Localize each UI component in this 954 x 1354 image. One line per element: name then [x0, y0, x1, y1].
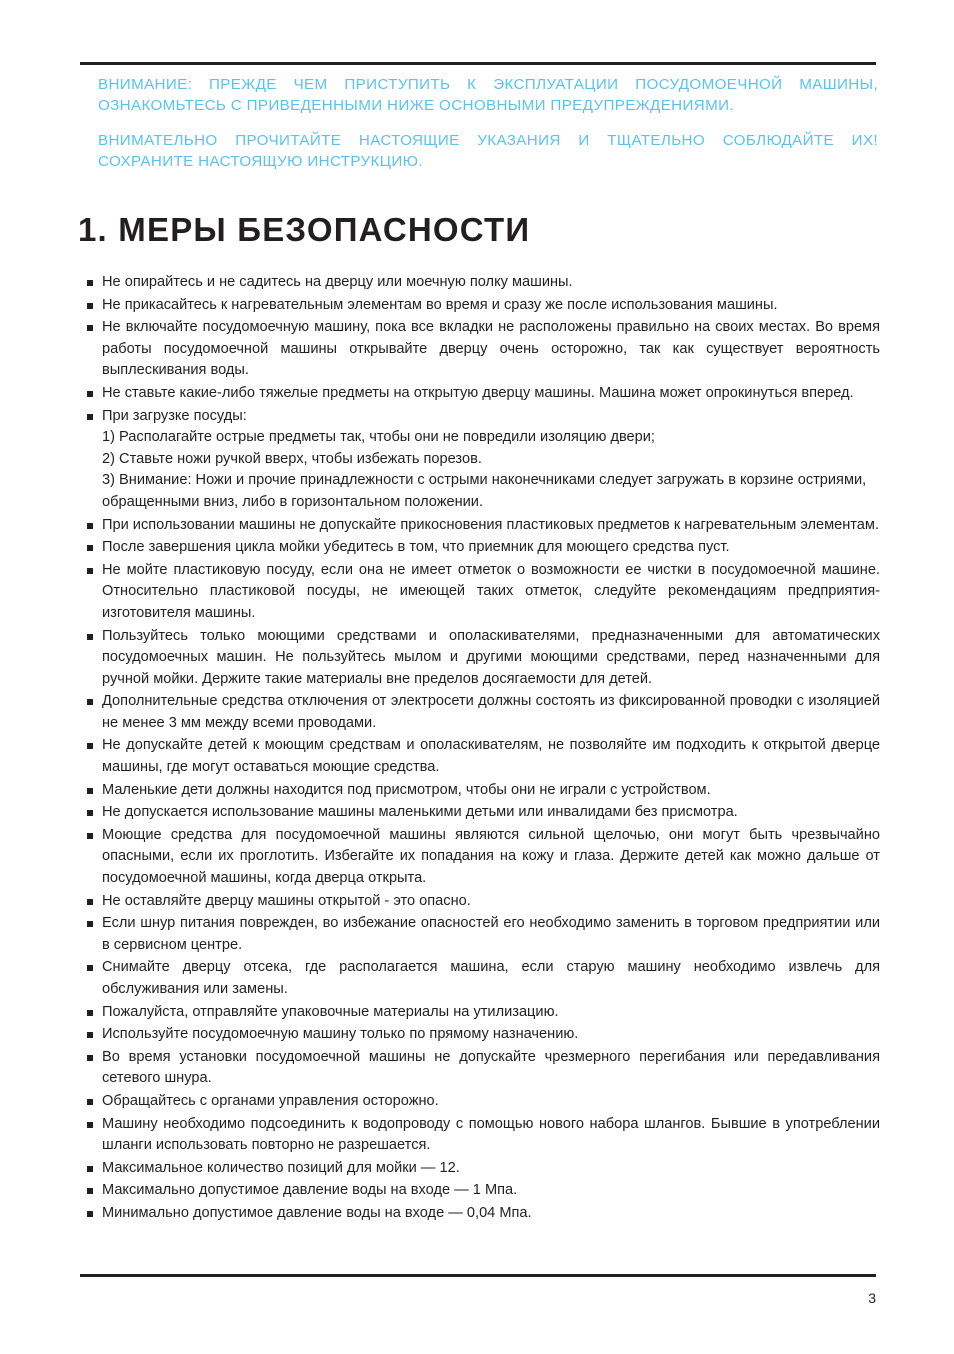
- safety-list-item: [80, 1091, 880, 1113]
- safety-list-item: [80, 802, 880, 824]
- square-bullet-icon: [87, 1099, 93, 1105]
- safety-list-item: [80, 406, 880, 514]
- safety-item-text: Минимально допустимое давление воды на входе — 0,04 Мпа.: [102, 1204, 532, 1221]
- square-bullet-icon: [87, 568, 93, 574]
- square-bullet-icon: [87, 1010, 93, 1016]
- safety-list-item: [80, 891, 880, 913]
- safety-list-item: [80, 1002, 880, 1024]
- safety-instructions-list: [80, 272, 880, 1226]
- safety-list-item: [80, 735, 880, 778]
- warning-notice-block: [98, 74, 878, 172]
- safety-item-subline: 3) Внимание: Ножи и прочие принадлежности с острыми наконечниками следует загружать в корзине остриями, обращенными вниз, либо в горизонтальном положении.: [102, 472, 867, 510]
- square-bullet-icon: [87, 414, 93, 420]
- safety-item-text: Пользуйтесь только моющими средствами и ополаскивателями, предназначенными для автоматических посудомоечных машин. Не пользуйтесь мылом и другими моющими средствами, перед назначенными для ручной мойки. Держите такие материалы вне пределов досягаемости для детей.: [102, 627, 880, 687]
- square-bullet-icon: [87, 833, 93, 839]
- safety-item-text: При загрузке посуды:: [102, 407, 247, 424]
- safety-list-item: [80, 383, 880, 405]
- safety-item-text: Снимайте дверцу отсека, где располагается машина, если старую машину необходимо извлечь для обслуживания или замены.: [102, 959, 880, 997]
- square-bullet-icon: [87, 391, 93, 397]
- safety-item-text: Не допускается использование машины маленькими детьми или инвалидами без присмотра.: [102, 804, 738, 821]
- safety-item-text: После завершения цикла мойки убедитесь в том, что приемник для моющего средства пуст.: [102, 539, 730, 556]
- square-bullet-icon: [87, 545, 93, 551]
- safety-item-text: Если шнур питания поврежден, во избежание опасностей его необходимо заменить в торговом предприятии или в сервисном центре.: [102, 915, 880, 953]
- safety-item-text: При использовании машины не допускайте прикосновения пластиковых предметов к нагревательным элементам.: [102, 516, 880, 533]
- safety-item-text: Обращайтесь с органами управления осторожно.: [102, 1092, 439, 1109]
- safety-list-item: [80, 691, 880, 734]
- square-bullet-icon: [87, 1122, 93, 1128]
- safety-item-text: Используйте посудомоечную машину только по прямому назначению.: [102, 1026, 579, 1043]
- safety-item-text: Моющие средства для посудомоечной машины являются сильной щелочью, они могут быть чрезвычайно опасными, если их проглотить. Избегайте их попадания на кожу и глаза. Держите детей как можно дальше от посудомоечной машины, когда дверца открыта.: [102, 826, 880, 887]
- square-bullet-icon: [87, 921, 93, 927]
- safety-item-text: Не мойте пластиковую посуду, если она не имеет отметок о возможности ее чистки в посудомоечной машине. Относительно пластиковой посуды, не имеющей таких отметок, следуйте рекомендациям предприятия-изготовителя машины.: [102, 561, 880, 621]
- safety-item-text: Максимально допустимое давление воды на входе — 1 Мпа.: [102, 1182, 518, 1199]
- safety-list-item: [80, 560, 880, 625]
- square-bullet-icon: [87, 965, 93, 971]
- page-title: 1. МЕРЫ БЕЗОПАСНОСТИ: [78, 211, 531, 248]
- safety-item-text: Во время установки посудомоечной машины не допускайте чрезмерного перегибания или передавливания сетевого шнура.: [102, 1048, 880, 1087]
- safety-list-item: [80, 825, 880, 890]
- safety-list-item: [80, 515, 880, 537]
- safety-item-subline: 2) Ставьте ножи ручкой вверх, чтобы избежать порезов.: [102, 450, 482, 467]
- safety-item-text: Не прикасайтесь к нагревательным элементам во время и сразу же после использования машины.: [102, 296, 778, 313]
- safety-list-item: [80, 780, 880, 802]
- square-bullet-icon: [87, 1055, 93, 1061]
- safety-list-item: [80, 1114, 880, 1157]
- square-bullet-icon: [87, 634, 93, 640]
- safety-item-text: Не допускайте детей к моющим средствам и ополаскивателям, не позволяйте им подходить к открытой дверце машины, где могут оставаться моющие средства.: [102, 737, 880, 776]
- safety-item-text: Максимальное количество позиций для мойки — 12.: [102, 1159, 460, 1176]
- safety-list-item: [80, 1047, 880, 1090]
- safety-item-text: Пожалуйста, отправляйте упаковочные материалы на утилизацию.: [102, 1003, 559, 1020]
- warning-paragraph-1: ВНИМАНИЕ: ПРЕЖДЕ ЧЕМ ПРИСТУПИТЬ К ЭКСПЛУАТАЦИИ ПОСУДОМОЕЧНОЙ МАШИНЫ, ОЗНАКОМЬТЕСЬ С ПРИВЕДЕННЫМИ НИЖЕ ОСНОВНЫМИ ПРЕДУПРЕЖДЕНИЯМИ.: [98, 76, 878, 114]
- safety-item-text: Не включайте посудомоечную машину, пока все вкладки не расположены правильно на своих местах. Во время работы посудомоечной машины открывайте дверцу очень осторожно, так как существует вероятность выплескивания воды.: [102, 319, 880, 379]
- square-bullet-icon: [87, 699, 93, 705]
- warning-paragraph-2: ВНИМАТЕЛЬНО ПРОЧИТАЙТЕ НАСТОЯЩИЕ УКАЗАНИЯ И ТЩАТЕЛЬНО СОБЛЮДАЙТЕ ИХ! СОХРАНИТЕ НАСТОЯЩУЮ ИНСТРУКЦИЮ.: [98, 132, 878, 170]
- square-bullet-icon: [87, 280, 93, 286]
- square-bullet-icon: [87, 1188, 93, 1194]
- safety-item-text: Не опирайтесь и не садитесь на дверцу или моечную полку машины.: [102, 274, 573, 290]
- square-bullet-icon: [87, 899, 93, 905]
- safety-item-text: Маленькие дети должны находится под присмотром, чтобы они не играли с устройством.: [102, 781, 711, 798]
- safety-list-item: [80, 626, 880, 691]
- safety-list-item: [80, 272, 880, 294]
- page-number: 3: [868, 1290, 876, 1306]
- square-bullet-icon: [87, 325, 93, 331]
- square-bullet-icon: [87, 1211, 93, 1217]
- safety-item-subline: 1) Располагайте острые предметы так, чтобы они не повредили изоляцию двери;: [102, 429, 655, 446]
- safety-list-item: [80, 295, 880, 317]
- header-divider: [80, 62, 876, 65]
- footer-divider: [80, 1274, 876, 1277]
- safety-item-text: Не ставьте какие-либо тяжелые предметы на открытую дверцу машины. Машина может опрокинуться вперед.: [102, 384, 854, 401]
- safety-item-text: Не оставляйте дверцу машины открытой - это опасно.: [102, 892, 471, 909]
- safety-list-item: [80, 537, 880, 559]
- square-bullet-icon: [87, 810, 93, 816]
- safety-item-text: Машину необходимо подсоединить к водопроводу с помощью нового набора шлангов. Бывшие в употреблении шланги использовать повторно не разрешается.: [102, 1115, 880, 1154]
- safety-list-item: [80, 317, 880, 382]
- safety-item-text: Дополнительные средства отключения от электросети должны состоять из фиксированной проводки с изоляцией не менее 3 мм между всеми проводами.: [102, 693, 880, 731]
- square-bullet-icon: [87, 743, 93, 749]
- safety-list-item: [80, 913, 880, 956]
- safety-list-item: [80, 1180, 880, 1202]
- square-bullet-icon: [87, 1032, 93, 1038]
- safety-list-item: [80, 1024, 880, 1046]
- safety-list-item: [80, 957, 880, 1000]
- square-bullet-icon: [87, 788, 93, 794]
- square-bullet-icon: [87, 523, 93, 529]
- square-bullet-icon: [87, 303, 93, 309]
- safety-list-item: [80, 1158, 880, 1180]
- safety-list-item: [80, 1203, 880, 1225]
- square-bullet-icon: [87, 1166, 93, 1172]
